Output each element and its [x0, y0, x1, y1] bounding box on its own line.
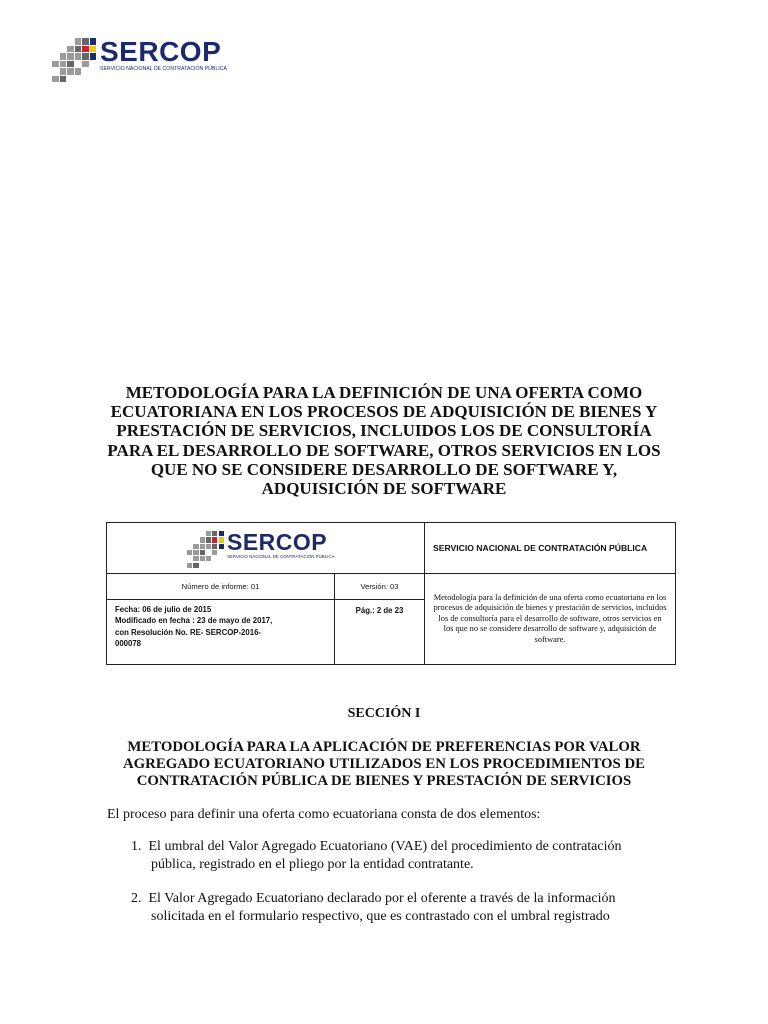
logo-mosaic-square [212, 531, 217, 536]
logo-mosaic-square [219, 531, 224, 536]
logo-wordmark: SERCOP [227, 529, 328, 555]
logo-mosaic-square [219, 537, 224, 542]
logo-mosaic-square [60, 61, 67, 68]
logo-mosaic-square [67, 46, 74, 53]
logo-mosaic-square [75, 38, 82, 45]
logo-mosaic-square [219, 544, 224, 549]
logo-mosaic-square [200, 556, 205, 561]
logo-mosaic-square [60, 76, 67, 83]
resolucion-line: con Resolución No. RE- SERCOP-2016- [115, 627, 262, 637]
logo-mosaic-square [200, 544, 205, 549]
entity-name-cell: SERVICIO NACIONAL DE CONTRATACIÓN PÚBLICA [425, 523, 676, 574]
logo-tagline: SERVICIO NACIONAL DE CONTRATACIÓN PÚBLICA [100, 66, 227, 72]
intro-paragraph: El proceso para definir una oferta como ecuatoriana consta de dos elementos: [107, 807, 541, 822]
logo-mosaic-square [90, 53, 97, 60]
page-number-cell: Pág.: 2 de 23 [335, 600, 425, 665]
logo-mosaic-square [187, 550, 192, 555]
logo-mosaic-square [193, 544, 198, 549]
logo-mosaic-square [206, 556, 211, 561]
section-title: METODOLOGÍA PARA LA APLICACIÓN DE PREFERENCIAS POR VALOR AGREGADO ECUATORIANO UTILIZADOS EN LOS PROCEDIMIENTOS DE CONTRATACIÓN PÚBLICA DE BIENES Y PRESTACIÓN DE SERVICIOS [122, 739, 646, 789]
logo-mosaic-square [206, 544, 211, 549]
logo-mosaic-square [90, 46, 97, 53]
logo-mosaic-square [206, 531, 211, 536]
logo-mosaic-square [206, 537, 211, 542]
logo-mosaic-square [75, 68, 82, 75]
table-logo-cell [107, 523, 425, 574]
logo-mosaic-square [82, 61, 89, 68]
logo-mosaic-square [67, 61, 74, 68]
logo-mosaic-square [82, 53, 89, 60]
elements-list [131, 838, 660, 942]
logo-mosaic-square [200, 550, 205, 555]
logo-mosaic-square [193, 563, 198, 568]
logo-mosaic-square [82, 46, 89, 53]
logo-mosaic-square [90, 38, 97, 45]
document-title: METODOLOGÍA PARA LA DEFINICIÓN DE UNA OFERTA COMO ECUATORIANA EN LOS PROCESOS DE ADQUISICIÓN DE BIENES Y PRESTACIÓN DE SERVICIOS, INCLUIDOS LOS DE CONSULTORÍA PARA EL DESARROLLO DE SOFTWARE, OTROS SERVICIOS EN LOS QUE NO SE CONSIDERE DESARROLLO DE SOFTWARE Y, ADQUISICIÓN DE SOFTWARE [107, 383, 661, 499]
logo-mosaic-square [52, 61, 59, 68]
list-item-text: El Valor Agregado Ecuatoriano declarado por el oferente a través de la información [148, 891, 616, 906]
description-cell: Metodología para la definición de una oferta como ecuatoriana en los procesos de adquisición de bienes y prestación de servicios, incluidos los de consultoría para el desarrollo de software, otros servicios en los que no se considere desarrollo de software y, adquisición de software. [425, 574, 676, 665]
list-item-continuation: pública, registrado en el pliego por la entidad contratante. [151, 857, 474, 872]
logo-mosaic-square [212, 537, 217, 542]
list-item [131, 890, 660, 926]
pixel-mosaic-logo-icon [187, 531, 223, 569]
resolucion-number-line: 000078 [115, 639, 142, 649]
logo-mosaic-square [82, 38, 89, 45]
logo-mosaic-square [52, 76, 59, 83]
logo-mosaic-square [75, 53, 82, 60]
list-item-continuation: solicitada en el formulario respectivo, que es contrastado con el umbral registrado [151, 909, 610, 924]
list-item-number: 2. [131, 891, 142, 906]
logo-mosaic-square [193, 550, 198, 555]
logo-mosaic-square [67, 53, 74, 60]
logo-mosaic-square [212, 550, 217, 555]
logo-mosaic-square [212, 544, 217, 549]
version-cell: Versión: 03 [335, 574, 425, 600]
list-item [131, 838, 660, 874]
pixel-mosaic-logo-icon [52, 38, 96, 84]
modificado-line: Modificado en fecha : 23 de mayo de 2017, [115, 616, 273, 626]
logo-mosaic-square [67, 68, 74, 75]
report-number-cell: Número de informe: 01 [107, 574, 335, 600]
logo-mosaic-square [75, 46, 82, 53]
list-item-number: 1. [131, 839, 142, 854]
sercop-logo-small [187, 531, 334, 569]
fecha-line: Fecha: 06 de julio de 2015 [115, 605, 212, 614]
logo-wordmark: SERCOP [100, 36, 222, 67]
list-item-text: El umbral del Valor Agregado Ecuatoriano (VAE) del procedimiento de contratación [148, 839, 622, 854]
logo-mosaic-square [60, 53, 67, 60]
section-heading: SECCIÓN I [347, 706, 421, 721]
logo-tagline: SERVICIO NACIONAL DE CONTRATACIÓN PÚBLICA [227, 554, 335, 559]
logo-mosaic-square [60, 68, 67, 75]
logo-mosaic-square [200, 537, 205, 542]
document-header-table [106, 522, 676, 665]
logo-mosaic-square [187, 563, 192, 568]
dates-cell [107, 600, 335, 665]
logo-mosaic-square [193, 556, 198, 561]
sercop-logo [52, 38, 227, 84]
